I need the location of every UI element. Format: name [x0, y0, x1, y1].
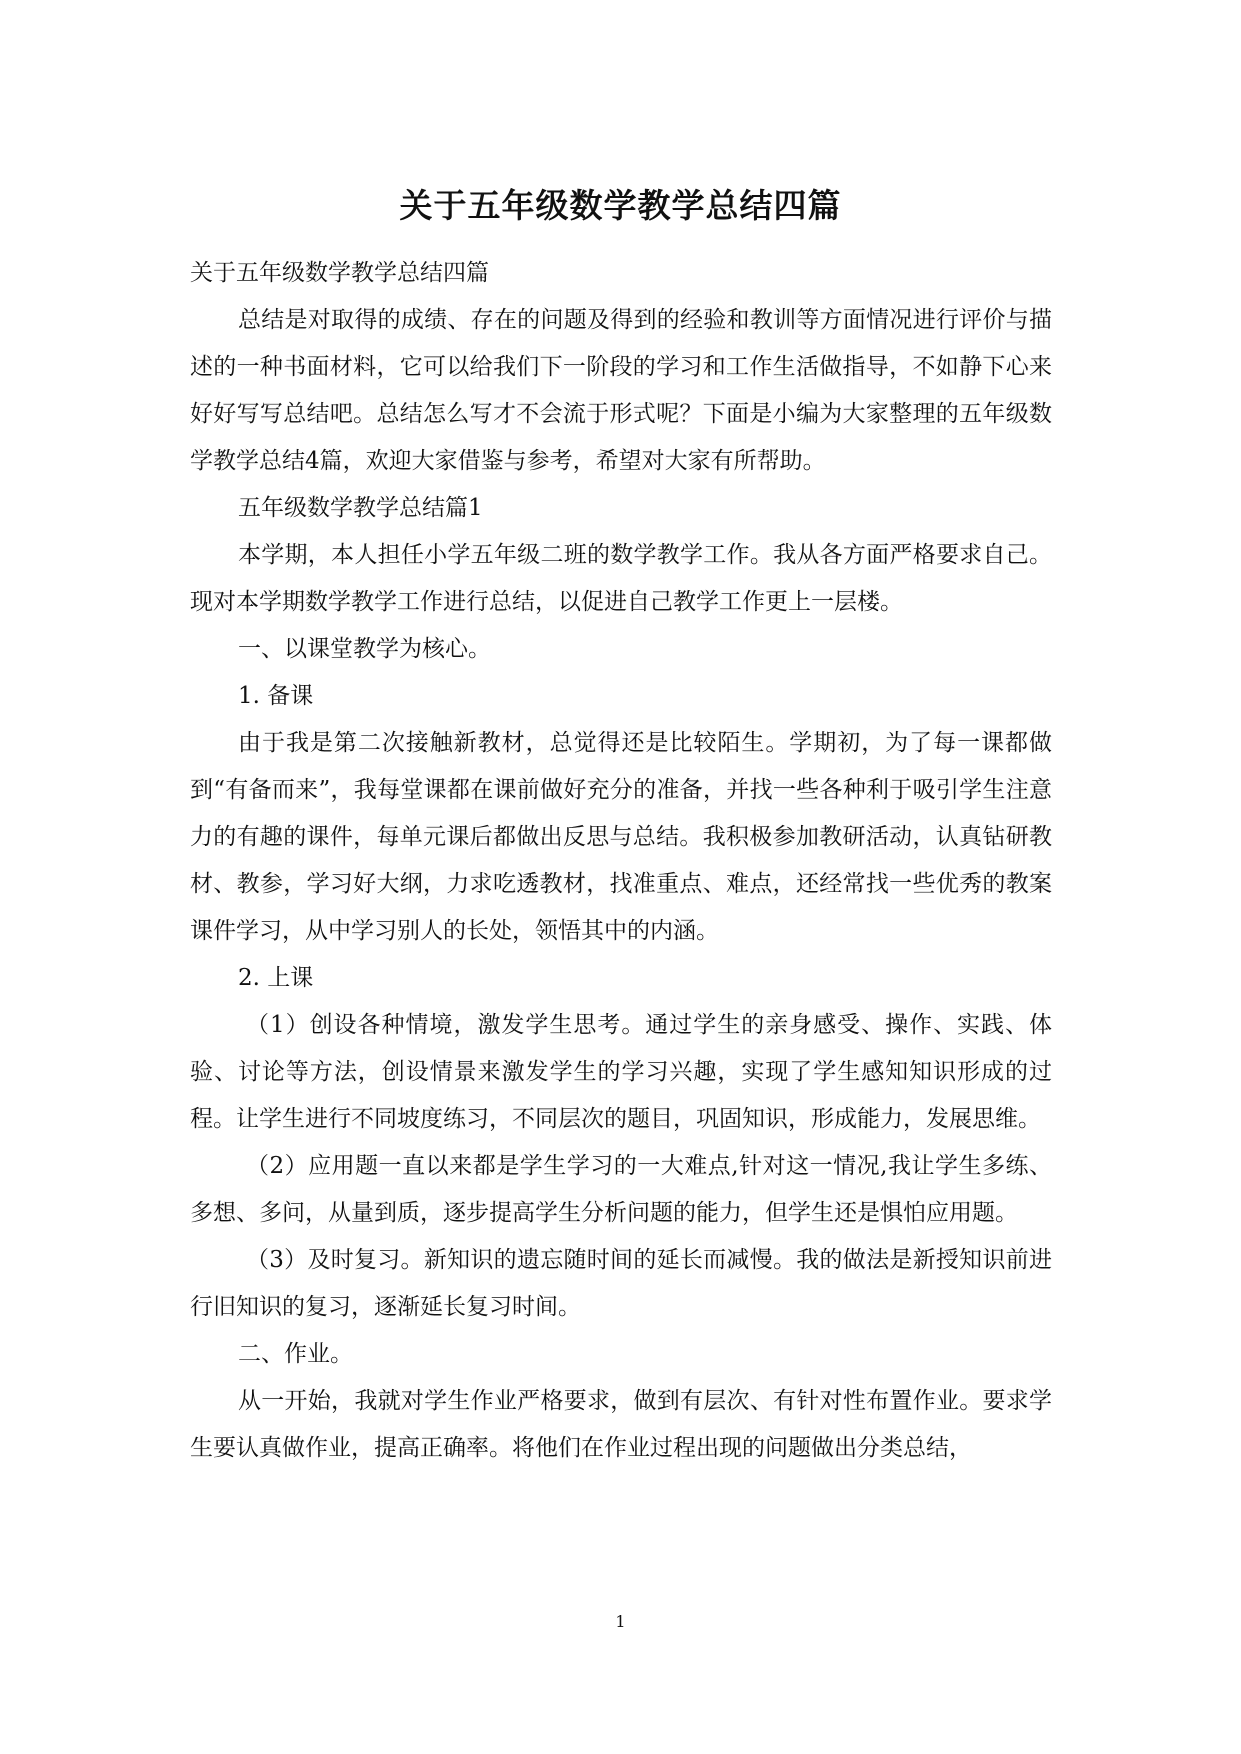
- list-item-paragraph: （3）及时复习。新知识的遗忘随时间的延长而减慢。我的做法是新授知识前进行旧知识的复习，逐渐延长复习时间。: [190, 1247, 1052, 1320]
- subheading-class: 2. 上课: [238, 965, 314, 991]
- body-paragraph: 从一开始，我就对学生作业严格要求，做到有层次、有针对性布置作业。要求学生要认真做作业，提高正确率。将他们在作业过程出现的问题做出分类总结，: [190, 1388, 1052, 1461]
- subtitle-paragraph: 关于五年级数学教学总结四篇: [190, 260, 489, 286]
- body-paragraph: 由于我是第二次接触新教材，总觉得还是比较陌生。学期初，为了每一课都做到“有备而来”，我每堂课都在课前做好充分的准备，并找一些各种利于吸引学生注意力的有趣的课件，每单元课后都做出反思与总结。我积极参加教研活动，认真钻研教材、教参，学习好大纲，力求吃透教材，找准重点、难点，还经常找一些优秀的教案课件学习，从中学习别人的长处，领悟其中的内涵。: [190, 730, 1052, 944]
- section-heading-1: 五年级数学教学总结篇1: [238, 495, 483, 521]
- subheading-prepare: 1. 备课: [238, 683, 314, 709]
- section-heading-homework: 二、作业。: [238, 1341, 353, 1367]
- section-heading-core: 一、以课堂教学为核心。: [238, 636, 491, 662]
- list-item-paragraph: （2）应用题一直以来都是学生学习的一大难点,针对这一情况,我让学生多练、多想、多问，从量到质，逐步提高学生分析问题的能力，但学生还是惧怕应用题。: [190, 1153, 1052, 1226]
- intro-paragraph: 总结是对取得的成绩、存在的问题及得到的经验和教训等方面情况进行评价与描述的一种书面材料，它可以给我们下一阶段的学习和工作生活做指导，不如静下心来好好写写总结吧。总结怎么写才不会流于形式呢？下面是小编为大家整理的五年级数学教学总结4篇，欢迎大家借鉴与参考，希望对大家有所帮助。: [190, 307, 1052, 474]
- document-body: [190, 250, 1052, 1472]
- list-item-paragraph: （1）创设各种情境，激发学生思考。通过学生的亲身感受、操作、实践、体验、讨论等方法，创设情景来激发学生的学习兴趣，实现了学生感知知识形成的过程。让学生进行不同坡度练习，不同层次的题目，巩固知识，形成能力，发展思维。: [190, 1012, 1052, 1132]
- document-title: 关于五年级数学教学总结四篇: [399, 186, 842, 225]
- page-number: 1: [615, 1612, 626, 1631]
- body-paragraph: 本学期，本人担任小学五年级二班的数学教学工作。我从各方面严格要求自己。现对本学期数学教学工作进行总结，以促进自己教学工作更上一层楼。: [190, 542, 1052, 615]
